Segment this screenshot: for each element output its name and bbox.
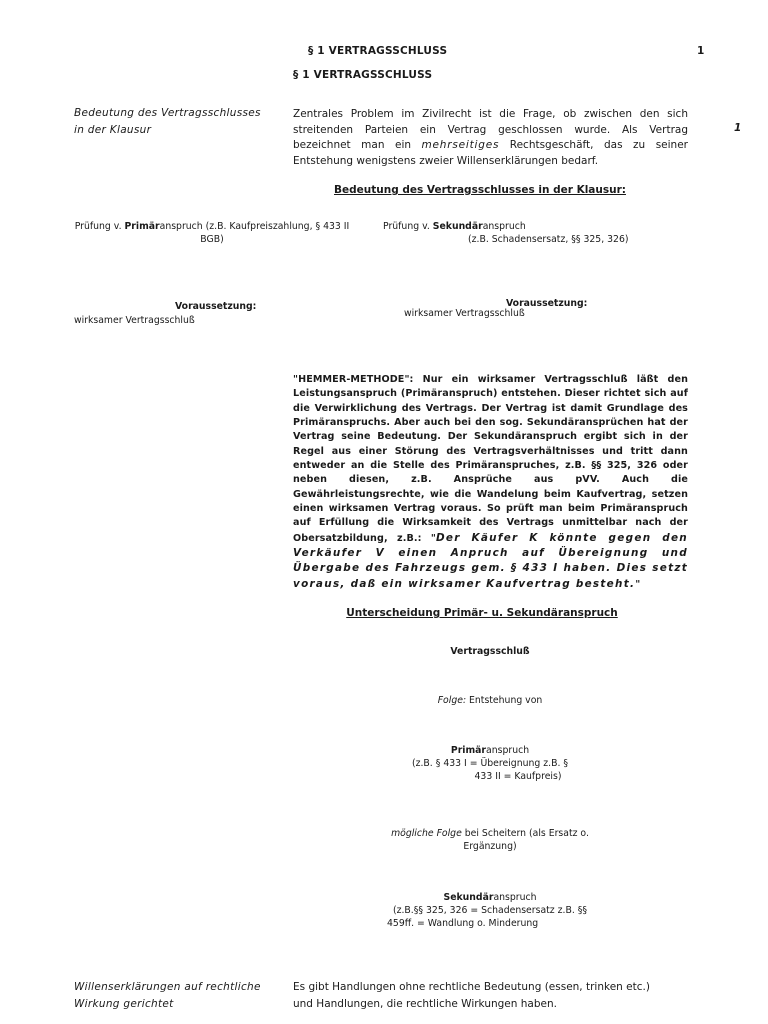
possible-consequence-italic: mögliche Folge xyxy=(391,828,462,839)
section-title: § 1 VERTRAGSSCHLUSS xyxy=(293,69,433,81)
intro-text-part2: Rechtsgeschäft, das zu seiner Entstehung wenigstens zweier Willenserklärungen bedarf. xyxy=(293,139,688,167)
intro-text-part1: Zentrales Problem im Zivilrecht ist die Frage, ob zwischen den sich streitenden Parteien ein Vertrag geschlossen wurde. Als Vertrag bezeichnet man ein xyxy=(293,108,688,151)
consequence-rest: Entstehung von xyxy=(466,695,543,706)
secondary-claim-node xyxy=(383,220,633,246)
possible-consequence-rest: bei Scheitern (als Ersatz o. xyxy=(461,828,589,839)
primary-claim-node xyxy=(74,220,350,246)
node2-rest: anspruch xyxy=(486,745,530,756)
secondary-claim-prefix: Prüfung v. xyxy=(383,221,433,232)
primary-claim-diagram-node xyxy=(390,744,590,783)
intro-paragraph xyxy=(293,107,688,169)
contract-conclusion-node: Vertragsschluß xyxy=(450,646,530,657)
diagram-significance-heading: Bedeutung des Vertragsschlusses in der Klausur: xyxy=(334,184,626,196)
primary-claim-rest: anspruch (z.B. Kaufpreiszahlung, § 433 II BGB) xyxy=(159,221,350,245)
node3-example-line1: (z.B.§§ 325, 326 = Schadensersatz z.B. §§ xyxy=(392,905,588,916)
margin-note-declarations: Willenserklärungen auf rechtliche Wirkung gerichtet xyxy=(74,981,261,1010)
running-header-title: § 1 VERTRAGSSCHLUSS xyxy=(308,45,448,57)
node2-example-line2: 433 II = Kaufpreis) xyxy=(474,771,562,782)
secondary-condition-label: Voraussetzung: xyxy=(506,298,588,309)
consequence-italic: Folge: xyxy=(437,695,467,706)
diagram-distinction-heading: Unterscheidung Primär- u. Sekundäranspruch xyxy=(346,607,618,619)
secondary-claim-rest: anspruch xyxy=(482,221,526,232)
hemmer-method-note xyxy=(293,373,688,592)
secondary-claim-diagram-node xyxy=(375,891,605,930)
margin-number: 1 xyxy=(734,122,742,134)
node2-example-line1: (z.B. § 433 I = Übereignung z.B. § xyxy=(411,758,569,769)
intro-emphasis: mehrseitiges xyxy=(421,139,500,151)
primary-condition-value: wirksamer Vertragsschluß xyxy=(74,315,195,326)
secondary-condition-value: wirksamer Vertragsschluß xyxy=(404,308,525,319)
possible-consequence-edge-label xyxy=(370,827,610,853)
consequence-edge-label xyxy=(380,694,600,707)
hemmer-text: "HEMMER-METHODE": Nur ein wirksamer Vertragsschluß läßt den Leistungsanspruch (Primäranspruch) entstehen. Dieser richtet sich auf die Verwirklichung des Vertrags. Der Vertrag ist damit Grundlage des Primäranspruchs. Aber auch bei den sog. Sekundäransprüchen hat der Vertrag seine Bedeutung. Der Sekundäranspruch ergibt sich in der Regel aus einer Störung des Vertragsverhältnisses und tritt dann entweder an die Stelle des Primäranspruches, z.B. §§ 325, 326 oder neben diesen, z.B. Ansprüche aus pVV. Auch die Gewährleistungsrechte, wie die Wandelung beim Kaufvertrag, setzen einen wirksamen Vertrag voraus. So prüft man beim Primäranspruch auf Erfüllung die Wirksamkeit des Vertrags unmittelbar nach der Obersatzbildung, z.B.: " xyxy=(293,374,688,544)
secondary-claim-example: (z.B. Schadensersatz, §§ 325, 326) xyxy=(468,234,629,245)
secondary-claim-bold: Sekundär xyxy=(432,221,483,232)
margin-note-significance: Bedeutung des Vertragsschlusses in der Klausur xyxy=(74,107,261,136)
node3-rest: anspruch xyxy=(493,892,537,903)
node3-bold: Sekundär xyxy=(443,892,494,903)
primary-condition-label: Voraussetzung: xyxy=(175,301,257,312)
closing-paragraph: Es gibt Handlungen ohne rechtliche Bedeutung (essen, trinken etc.) und Handlungen, die rechtliche Wirkungen haben. xyxy=(293,981,650,1010)
hemmer-quote-end: " xyxy=(635,578,641,590)
hemmer-quote: Der Käufer K könnte gegen den Verkäufer V einen Anpruch auf Übereignung und Übergabe des Fahrzeugs gem. § 433 I haben. Dies setzt voraus, daß ein wirksamer Kaufvertrag besteht. xyxy=(293,531,688,590)
running-header-page-number: 1 xyxy=(697,45,705,57)
primary-claim-prefix: Prüfung v. xyxy=(74,221,125,232)
primary-claim-bold: Primär xyxy=(124,221,160,232)
possible-consequence-line2: Ergänzung) xyxy=(463,841,517,852)
node2-bold: Primär xyxy=(450,745,487,756)
node3-example-line2: 459ff. = Wandlung o. Minderung xyxy=(387,918,539,929)
